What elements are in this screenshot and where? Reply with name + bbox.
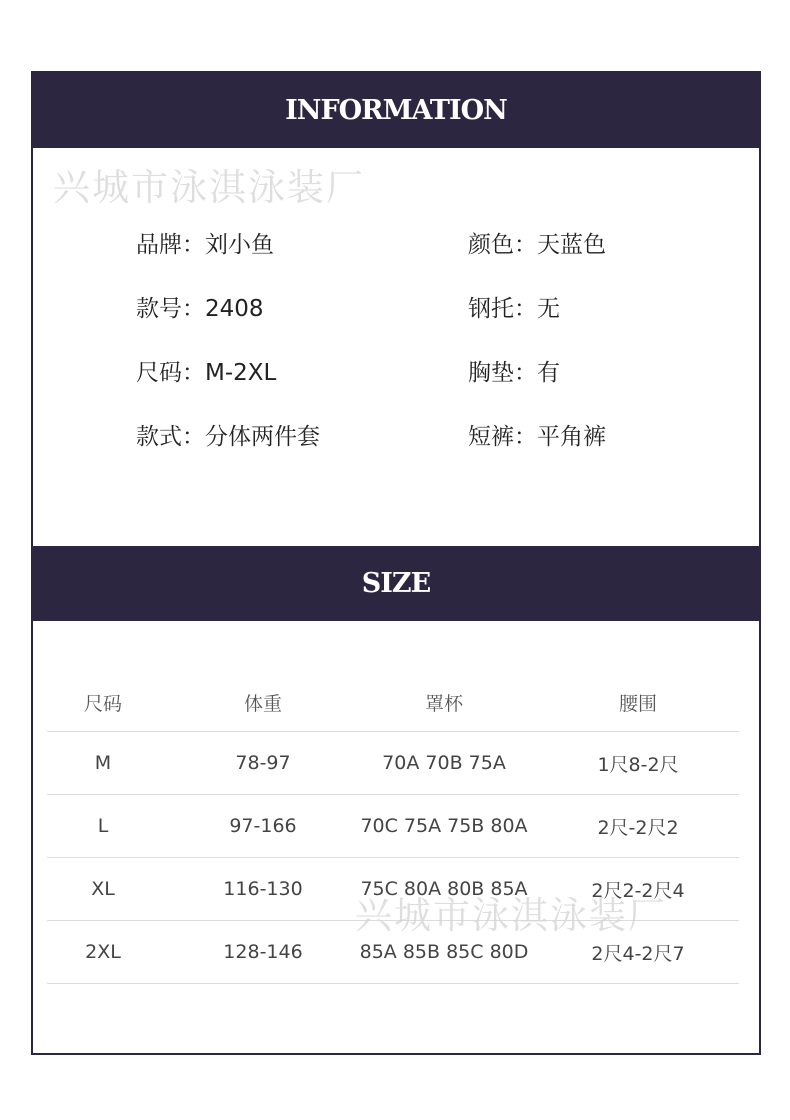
- cell-waist: 2尺2-2尺4: [591, 879, 685, 902]
- cell-size: XL: [91, 878, 115, 900]
- info-underwire: 钢托：无: [468, 296, 560, 322]
- cell-weight: 116-130: [223, 878, 303, 900]
- header-waist: 腰围: [618, 692, 658, 715]
- cell-cup: 70C 75A 75B 80A: [360, 815, 528, 837]
- header-weight: 体重: [243, 692, 283, 715]
- info-model: 款号：2408: [136, 296, 264, 322]
- cell-size: M: [94, 752, 112, 774]
- cell-waist: 2尺4-2尺7: [591, 942, 685, 965]
- information-title: INFORMATION: [285, 95, 507, 126]
- cell-weight: 128-146: [223, 941, 303, 963]
- cell-cup: 85A 85B 85C 80D: [359, 941, 529, 963]
- cell-weight: 78-97: [235, 752, 291, 774]
- info-color: 颜色：天蓝色: [468, 232, 606, 258]
- cell-cup: 70A 70B 75A: [382, 752, 506, 774]
- info-shorts: 短裤：平角裤: [468, 424, 606, 450]
- cell-waist: 1尺8-2尺: [597, 753, 679, 776]
- size-header: [33, 546, 759, 621]
- cell-cup: 75C 80A 80B 85A: [360, 878, 528, 900]
- info-size: 尺码：M-2XL: [136, 360, 277, 386]
- info-style: 款式：分体两件套: [136, 424, 320, 450]
- information-header: [33, 73, 759, 148]
- cell-size: L: [97, 815, 109, 837]
- cell-waist: 2尺-2尺2: [597, 816, 679, 839]
- table-row: [47, 732, 739, 795]
- watermark-bottom: 兴城市泳淇泳装厂: [355, 894, 667, 937]
- product-info-card: [31, 71, 761, 1055]
- table-header-row: [47, 673, 739, 732]
- info-brand: 品牌：刘小鱼: [136, 232, 274, 258]
- table-row: [47, 795, 739, 858]
- header-cup: 罩杯: [424, 692, 464, 715]
- cell-size: 2XL: [85, 941, 121, 963]
- header-size: 尺码: [83, 692, 123, 715]
- info-pad: 胸垫：有: [468, 360, 560, 386]
- watermark-top: 兴城市泳淇泳装厂: [53, 166, 365, 209]
- cell-weight: 97-166: [229, 815, 297, 837]
- size-title: SIZE: [361, 568, 431, 599]
